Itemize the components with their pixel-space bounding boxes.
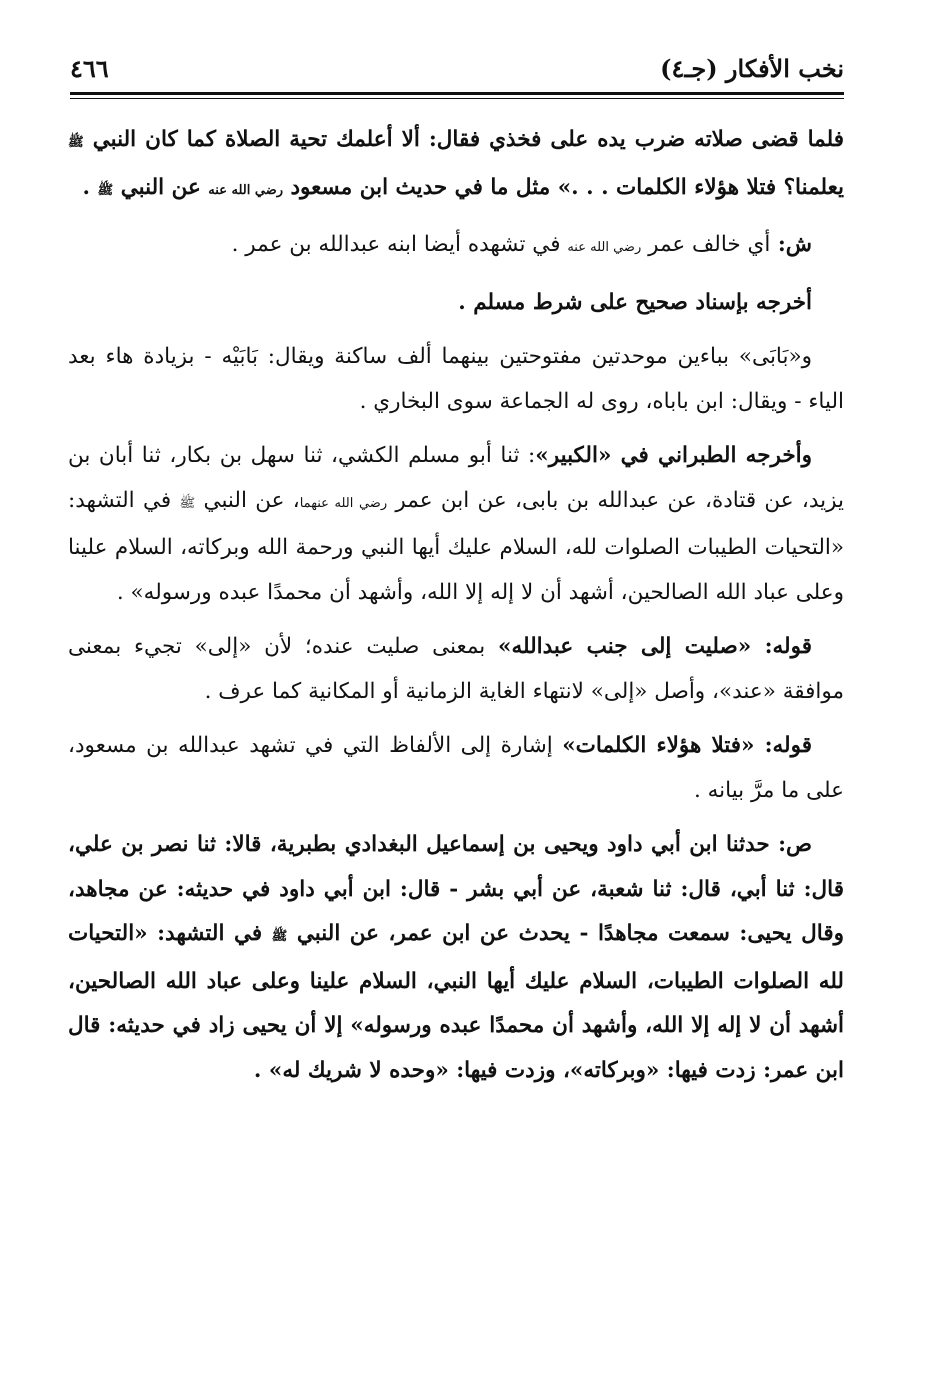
text-segment: : ثنا أبو مسلم الكشي، ثنا سهل بن بكار، ثنا أبان بن يزيد، عن قتادة، عن عبدالله بن بابى، عن ابن عمر [68, 443, 844, 513]
paragraph [68, 335, 844, 424]
header-rule-thick [70, 92, 844, 95]
paragraph [68, 223, 844, 271]
text-segment: ش: [770, 232, 812, 257]
paragraph [68, 625, 844, 714]
honorific-mark: ﷺ [97, 182, 114, 198]
header-rule-thin [70, 98, 844, 99]
text-segment: في تشهده أيضا ابنه عبدالله بن عمر . [231, 232, 568, 257]
text-segment: قوله: «فتلا هؤلاء الكلمات» [562, 733, 812, 758]
honorific-mark: ﷺ [271, 929, 288, 944]
paragraph [68, 724, 844, 813]
text-segment: يعلمنا؟ فتلا هؤلاء الكلمات . . .» مثل ما في حديث ابن مسعود [283, 174, 844, 200]
text-segment: . [82, 174, 98, 200]
honorific-mark: ﷺ [179, 495, 196, 511]
text-segment: عن النبي [113, 174, 209, 200]
honorific-mark: ﷺ [68, 135, 84, 150]
text-segment: ، عن النبي [195, 487, 300, 513]
text-segment: إشارة إلى الألفاظ التي في تشهد عبدالله بن مسعود، على ما مرَّ بيانه . [68, 733, 844, 803]
text-segment: بمعنى صليت عنده؛ لأن «إلى» تجيء بمعنى موافقة «عند»، وأصل «إلى» لانتهاء الغاية الزمانية أو المكانية كما عرف . [68, 634, 844, 704]
text-segment: ص: حدثنا ابن أبي داود ويحيى بن إسماعيل البغدادي بطبرية، قالا: ثنا نصر بن علي، قال: ثنا أبي، قال: ثنا شعبة، عن أبي بشر - قال: ابن أبي داود في حديثه: عن مجاهد، وقال يحيى: سمعت مجاهدًا - يحدث عن ابن عمر، عن النبي [68, 832, 844, 946]
text-segment: في التشهد: «التحيات الطيبات الصلوات لله، السلام عليك أيها النبي ورحمة الله وبركاته، السلام علينا وعلى عباد الله الصالحين، أشهد أن لا إله إلا الله، وأشهد أن محمدًا عبده ورسوله» . [68, 487, 844, 605]
paragraph [68, 281, 844, 326]
paragraph [68, 118, 844, 213]
page-body [68, 118, 844, 1103]
book-title: نخب الأفكار (جـ٤) [660, 53, 844, 83]
honorific-mark: رضي الله عنهما [299, 495, 388, 511]
text-segment: فلما قضى صلاته ضرب يده على فخذي فقال: ألا أعلمك تحية الصلاة كما كان النبي [83, 127, 844, 152]
text-segment: قوله: «صليت إلى جنب عبدالله» [498, 634, 812, 659]
page-header [70, 48, 844, 88]
page-number: ٤٦٦ [70, 53, 109, 83]
text-segment: أي خالف عمر [641, 232, 771, 257]
paragraph [68, 823, 844, 1093]
text-segment: في التشهد: «التحيات لله الصلوات الطيبات، السلام عليك أيها النبي، السلام علينا وعلى عباد الله الصالحين، أشهد أن لا إله إلا الله، وأشهد أن محمدًا عبده ورسوله» إلا أن يحيى زاد في حديثه: قال ابن عمر: زدت فيها: «وبركاته»، وزدت فيها: «وحده لا شريك له» . [68, 921, 844, 1083]
honorific-mark: رضي الله عنه [567, 240, 642, 255]
honorific-mark: رضي الله عنه [208, 182, 283, 198]
text-segment: وأخرجه الطبراني في «الكبير» [535, 443, 813, 468]
paragraph [68, 434, 844, 615]
text-segment: أخرجه بإسناد صحيح على شرط مسلم . [458, 289, 812, 315]
text-segment: و«بَابَى» بباءين موحدتين مفتوحتين بينهما ألف ساكنة ويقال: بَابَيْه - بزيادة هاء بعد الياء - ويقال: ابن باباه، روى له الجماعة سوى البخاري . [68, 344, 844, 414]
